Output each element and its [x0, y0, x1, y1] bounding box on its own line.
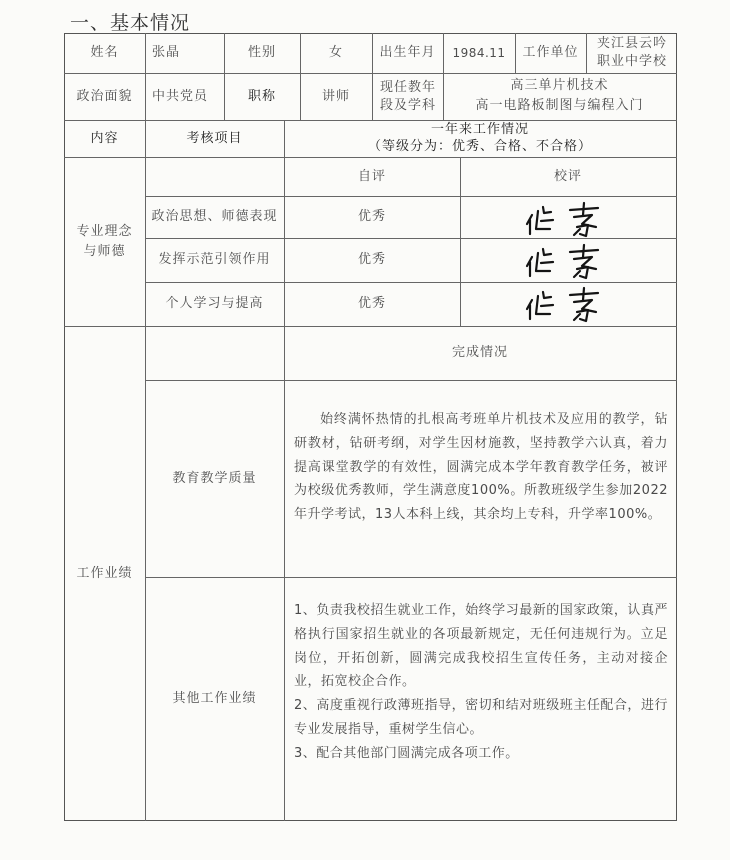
content-header: 内容: [90, 130, 119, 146]
employer-value: 夹江县云吟职业中学校: [596, 36, 667, 69]
self-evaluation-result: 优秀: [357, 252, 386, 267]
completion-status-header: 完成情况: [451, 345, 508, 360]
category-work-performance: 工作业绩: [76, 565, 133, 581]
birth-date-label: 出生年月: [379, 45, 436, 60]
handwritten-signature: [522, 199, 617, 239]
column-divider: [586, 33, 587, 73]
other-achievement-item: 1、负责我校招生就业工作，始终学习最新的国家政策，认真严格执行国家招生就业的各项最新规定，无任何违规行为。立足岗位，开拓创新，圆满完成我校招生宣传任务，主动对接企业，拓宽校企合作。: [294, 603, 668, 690]
gender-label: 性别: [247, 45, 276, 60]
annual-work-summary-header: 一年来工作情况: [430, 121, 529, 137]
other-achievement-item: 2、高度重视行政薄班指导，密切和结对班级班主任配合，进行专业发展指导，重树学生信心。: [294, 698, 668, 737]
gender-value: 女: [328, 45, 343, 60]
teaching-subject-label: 现任教年段及学科: [379, 79, 436, 113]
assessment-item-self-learning: 个人学习与提高: [165, 296, 264, 311]
school-evaluation-header: 校评: [553, 168, 582, 184]
employer-label: 工作单位: [522, 45, 579, 60]
self-evaluation-result: 优秀: [357, 209, 386, 224]
political-status-value: 中共党员: [152, 88, 209, 104]
self-evaluation-result: 优秀: [357, 296, 386, 311]
other-achievement-item: 3、配合其他部门圆满完成各项工作。: [294, 745, 519, 761]
teaching-quality-label: 教育教学质量: [172, 470, 257, 486]
section-title: 一、基本情况: [70, 12, 191, 34]
handwritten-signature: [522, 242, 617, 282]
professional-title-value: 讲师: [321, 88, 350, 104]
birth-date-value: 1984.11: [452, 46, 506, 60]
other-achievements-list: [294, 599, 668, 766]
self-evaluation-header: 自评: [357, 168, 386, 184]
teaching-quality-description: 始终满怀热情的扎根高考班单片机技术及应用的教学，钻研教材，钻研考纲，对学生因材施教，坚持教学六认真，着力提高课堂教学的有效性，圆满完成本学年教育教学任务，被评为校级优秀教师，学生满意度100%。所教班级学生参加2022年升学考试，13人本科上线，其余均上专科，升学率100%。: [294, 412, 668, 523]
other-achievements-label: 其他工作业绩: [172, 691, 257, 706]
professional-title-label: 职称: [247, 88, 276, 104]
assessment-item-leadership: 发挥示范引领作用: [158, 252, 271, 267]
assessment-item-header: 考核项目: [186, 130, 243, 146]
grade-scale-note: （等级分为：优秀、合格、不合格）: [367, 138, 592, 154]
teaching-subject-line-2: 高一电路板制图与编程入门: [475, 98, 644, 113]
assessment-item-political-ethics: 政治思想、师德表现: [151, 209, 278, 224]
category-professional-ethics: 专业理念与师德: [76, 223, 133, 259]
teaching-subject-line-1: 高三单片机技术: [510, 78, 609, 93]
name-label: 姓名: [90, 45, 119, 60]
name-value: 张晶: [152, 45, 181, 60]
handwritten-signature: [522, 285, 617, 325]
political-status-label: 政治面貌: [76, 88, 133, 104]
